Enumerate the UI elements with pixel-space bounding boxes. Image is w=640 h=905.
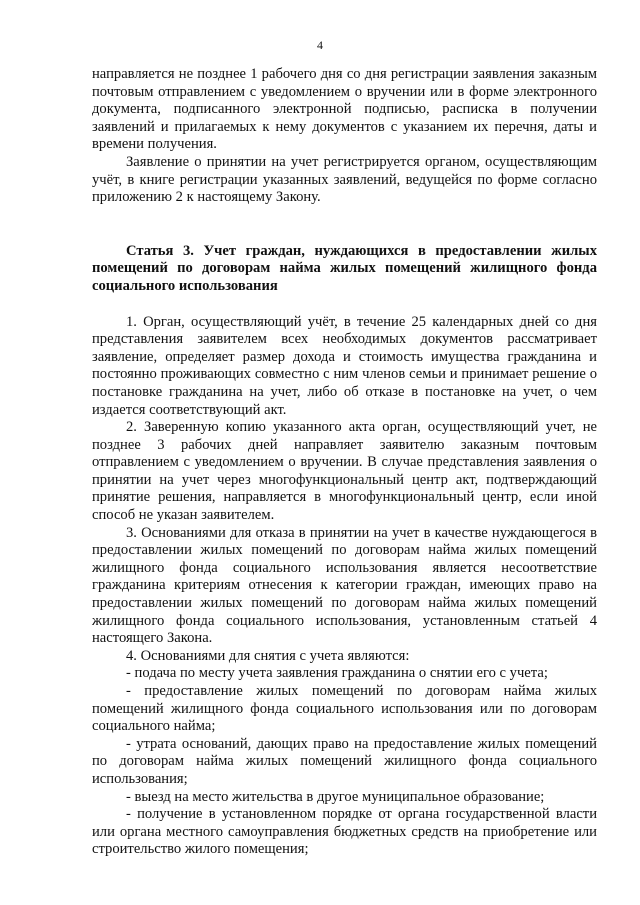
list-item-dash: - утрата оснований, дающих право на предоставление жилых помещений по договорам найма жилых помещений жилищного фонда социального использования; bbox=[92, 735, 597, 787]
paragraph-item-1: 1. Орган, осуществляющий учёт, в течение 25 календарных дней со дня представления заявителем всех необходимых документов рассматривает заявление, определяет размер дохода и стоимость имущества гражданина и постоянно проживающих совместно с ним членов семьи и принимает решение о постановке гражданина на учет, либо об отказе в постановке на учет, о чем издается соответствующий акт. bbox=[92, 313, 597, 418]
paragraph-registration: Заявление о принятии на учет регистрируется органом, осуществляющим учёт, в книге регистрации указанных заявлений, ведущейся по форме согласно приложению 2 к настоящему Закону. bbox=[92, 153, 597, 206]
list-item-dash: - предоставление жилых помещений по договорам найма жилых помещений жилищного фонда социального использования или по договорам социального найма; bbox=[92, 683, 597, 735]
paragraph-item-2: 2. Заверенную копию указанного акта орган, осуществляющий учет, не позднее 3 рабочих дней направляет заявителю заказным почтовым отправлением с уведомлением о вручении. В случае представления заявления о принятии на учет через многофункциональный центр акт, подтверждающий принятие решения, направляется в многофункциональный центр, если иной способ не указан заявителем. bbox=[92, 419, 597, 524]
paragraph-item-4: 4. Основаниями для снятия с учета являются: bbox=[126, 647, 410, 664]
spacer bbox=[92, 296, 597, 314]
list-item-dash: - получение в установленном порядке от органа государственной власти или органа местного самоуправления бюджетных средств на приобретение или строительство жилого помещения; bbox=[92, 806, 597, 858]
paragraph-continuation: направляется не позднее 1 рабочего дня со дня регистрации заявления заказным почтовым отправлением с уведомлением о вручении или в форме электронного документа, подписанного электронной подписью, расписка в получении заявлений и прилагаемых к нему документов с указанием их перечня, даты и времени получения. bbox=[92, 66, 597, 153]
list-item-dash: - подача по месту учета заявления гражданина о снятии его с учета; bbox=[126, 665, 548, 682]
page-number: 4 bbox=[317, 38, 323, 52]
document-body bbox=[92, 66, 597, 859]
spacer bbox=[92, 207, 597, 243]
list-item-dash: - выезд на место жительства в другое муниципальное образование; bbox=[126, 788, 545, 805]
paragraph-item-3: 3. Основаниями для отказа в принятии на учет в качестве нуждающегося в предоставлении жилых помещений по договорам найма жилых помещений жилищного фонда социального использования является несоответствие гражданина критериям отнесения к категории граждан, имеющих право на предоставлении жилых помещений по договорам найма жилых помещений жилищного фонда социального использования, установленным статьей 4 настоящего Закона. bbox=[92, 524, 597, 647]
article-heading: Статья 3. Учет граждан, нуждающихся в предоставлении жилых помещений по договорам найма жилых помещений жилищного фонда социального использования bbox=[92, 242, 597, 294]
